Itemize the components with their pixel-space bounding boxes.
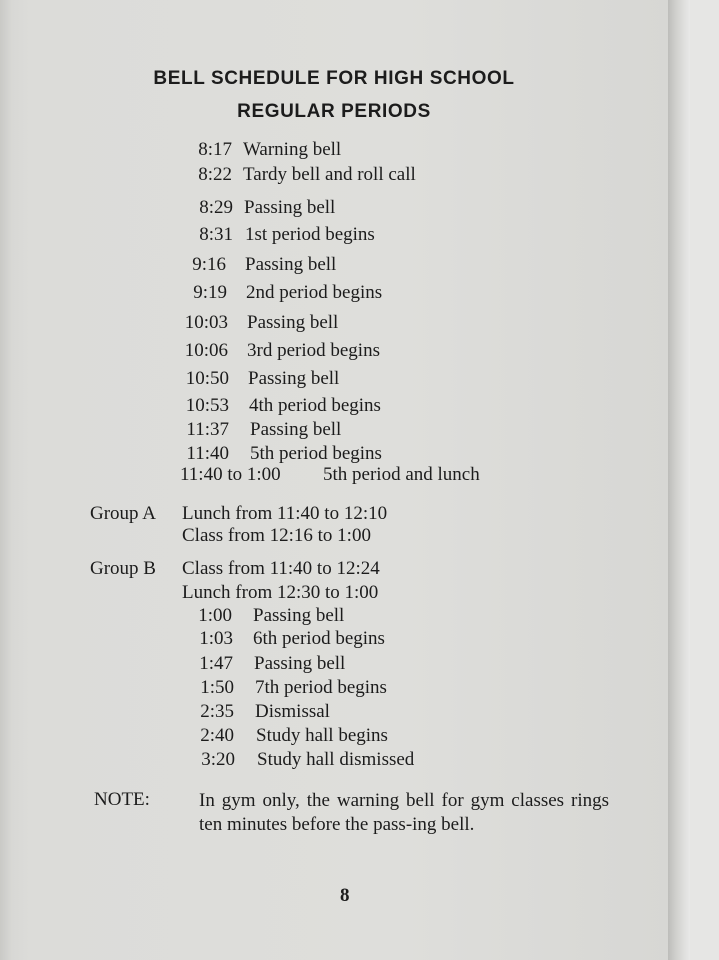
- schedule-row: [0, 628, 600, 652]
- schedule-event: Tardy bell and roll call: [243, 164, 416, 185]
- schedule-event: Study hall begins: [256, 725, 388, 746]
- schedule-row: [0, 139, 600, 163]
- schedule-time: 11:37: [186, 419, 229, 440]
- schedule-time: 2:40: [200, 725, 234, 746]
- schedule-event: Warning bell: [243, 139, 342, 160]
- title-line-2: REGULAR PERIODS: [237, 101, 431, 122]
- schedule-row: [0, 164, 600, 188]
- schedule-row: [0, 395, 600, 419]
- schedule-event: 5th period begins: [250, 443, 382, 464]
- group-b-label: Group B: [90, 558, 156, 579]
- page-number: 8: [340, 885, 350, 906]
- schedule-time: 8:17: [198, 139, 232, 160]
- group-a-label: Group A: [90, 503, 156, 524]
- schedule-time: 10:06: [184, 340, 228, 361]
- title-line-1: BELL SCHEDULE FOR HIGH SCHOOL: [153, 68, 515, 89]
- schedule-time: 8:22: [198, 164, 232, 185]
- schedule-time: 1:47: [199, 653, 233, 674]
- schedule-time: 10:50: [185, 368, 229, 389]
- schedule-event: Passing bell: [247, 312, 339, 333]
- schedule-event: Passing bell: [253, 605, 345, 626]
- schedule-event: Passing bell: [250, 419, 342, 440]
- schedule-row: [0, 653, 600, 677]
- schedule-event: Study hall dismissed: [257, 749, 415, 770]
- group-b-line-1: Class from 11:40 to 12:24: [182, 558, 380, 579]
- schedule-time: 1:50: [200, 677, 234, 698]
- schedule-time: 2:35: [200, 701, 234, 722]
- schedule-time: 10:53: [185, 395, 229, 416]
- schedule-time: 11:40: [186, 443, 229, 464]
- schedule-event: Passing bell: [248, 368, 340, 389]
- schedule-event: 5th period and lunch: [323, 464, 480, 485]
- group-a-line-2: Class from 12:16 to 1:00: [182, 525, 371, 546]
- group-a-line-1: Lunch from 11:40 to 12:10: [182, 503, 388, 524]
- schedule-row: [0, 701, 600, 725]
- schedule-row: [0, 725, 600, 749]
- schedule-time: 1:03: [199, 628, 233, 649]
- schedule-event: 2nd period begins: [246, 282, 383, 303]
- schedule-row: [0, 224, 600, 248]
- schedule-time: 8:31: [199, 224, 233, 245]
- schedule-event: Dismissal: [255, 701, 330, 722]
- schedule-event: 7th period begins: [255, 677, 387, 698]
- schedule-row: [0, 464, 600, 488]
- schedule-time: 8:29: [199, 197, 233, 218]
- note-label: NOTE:: [94, 789, 150, 810]
- schedule-row: [0, 368, 600, 392]
- schedule-time: 11:40 to 1:00: [180, 464, 281, 485]
- schedule-time: 3:20: [201, 749, 235, 770]
- schedule-row: [0, 419, 600, 443]
- schedule-row: [0, 340, 600, 364]
- schedule-row: [0, 605, 600, 629]
- schedule-row: [0, 197, 600, 221]
- schedule-time: 1:00: [198, 605, 232, 626]
- schedule-row: [0, 282, 600, 306]
- schedule-row: [0, 312, 600, 336]
- note-text: In gym only, the warning bell for gym classes rings ten minutes before the pass-ing bell.: [199, 790, 609, 835]
- group-b-line-2: Lunch from 12:30 to 1:00: [182, 582, 379, 603]
- schedule-time: 9:19: [193, 282, 227, 303]
- schedule-row: [0, 254, 600, 278]
- schedule-event: Passing bell: [245, 254, 337, 275]
- schedule-event: Passing bell: [254, 653, 346, 674]
- schedule-event: 3rd period begins: [247, 340, 380, 361]
- schedule-event: 4th period begins: [249, 395, 381, 416]
- page-edge: [668, 0, 690, 960]
- schedule-event: 1st period begins: [245, 224, 375, 245]
- schedule-time: 9:16: [192, 254, 226, 275]
- schedule-time: 10:03: [184, 312, 228, 333]
- schedule-event: 6th period begins: [253, 628, 385, 649]
- schedule-event: Passing bell: [244, 197, 336, 218]
- schedule-row: [0, 677, 600, 701]
- schedule-row: [0, 749, 600, 773]
